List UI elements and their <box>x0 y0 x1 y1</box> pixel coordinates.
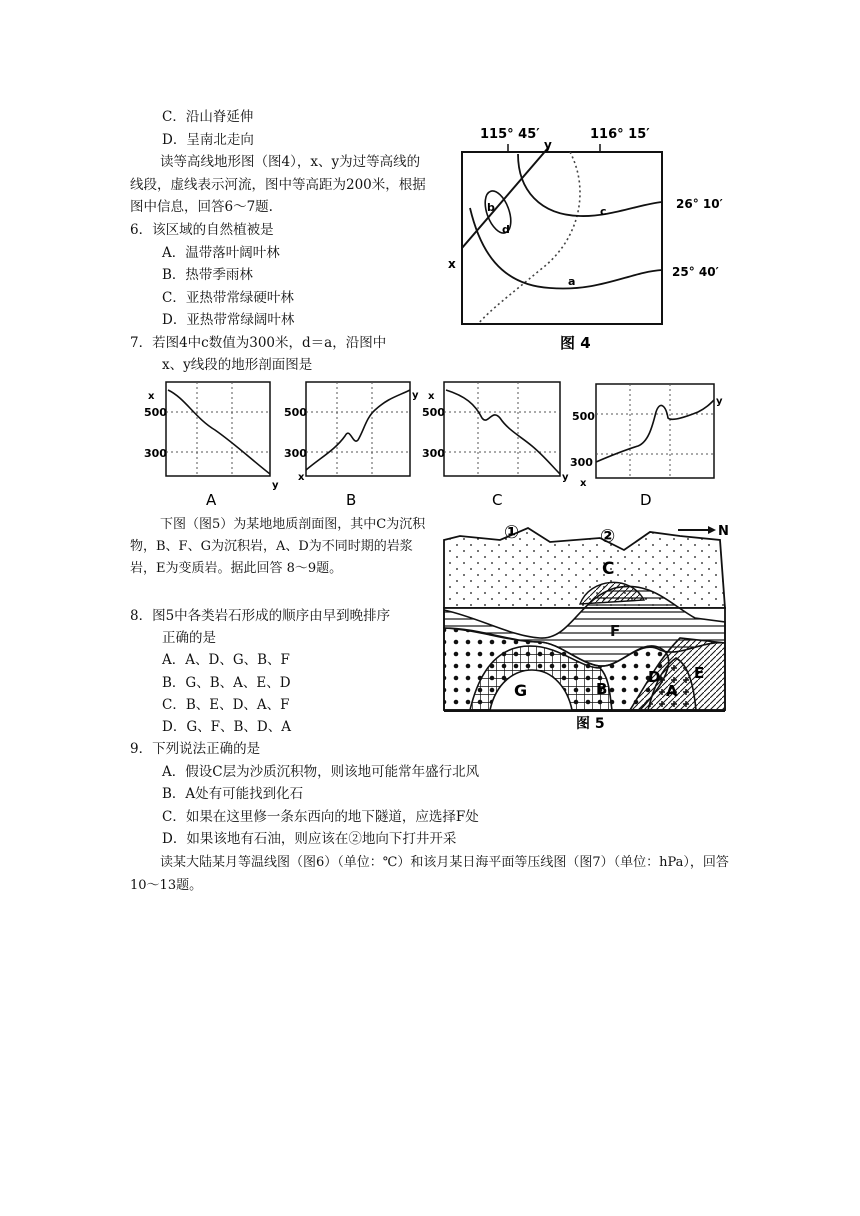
svg-text:300: 300 <box>570 456 593 469</box>
svg-text:x: x <box>580 478 587 489</box>
q8-stem-1: 8．图5中各类岩石形成的顺序由早到晚排序 <box>130 608 391 624</box>
svg-text:y: y <box>716 396 723 407</box>
fig4-closed-contour <box>480 188 516 237</box>
fig4-b: b <box>487 201 495 214</box>
q6-option-d: D．亚热带常绿阔叶林 <box>162 312 295 328</box>
profile-options <box>140 378 730 513</box>
fig4-lon1: 115° 45′ <box>480 127 540 142</box>
q8-option-b: B．G、B、A、E、D <box>162 675 291 691</box>
svg-text:300: 300 <box>144 447 167 460</box>
svg-text:C: C <box>492 491 503 509</box>
fig5-n: N <box>718 524 729 539</box>
fig4-lat2: 25° 40′ <box>672 265 719 279</box>
fig5-site-1: ① <box>504 522 520 543</box>
q9-option-a: A．假设C层为沙质沉积物，则该地可能常年盛行北风 <box>162 764 480 780</box>
fig4-lat1: 26° 10′ <box>676 197 723 211</box>
svg-text:x: x <box>148 391 155 402</box>
q8-option-c: C．B、E、D、A、F <box>162 697 290 713</box>
q8-option-d: D．G、F、B、D、A <box>162 719 291 735</box>
svg-text:500: 500 <box>284 406 307 419</box>
svg-text:B: B <box>346 491 357 509</box>
fig4-frame <box>462 152 662 324</box>
svg-text:y: y <box>412 390 419 401</box>
fig5-label-b: B <box>596 680 608 698</box>
q7-stem-1: 7．若图4中c数值为300米，d＝a，沿图中 <box>130 335 387 351</box>
q8-stem-2: 正确的是 <box>162 630 216 646</box>
q6-option-a: A．温带落叶阔叶林 <box>162 245 280 261</box>
q9-option-c: C．如果在这里修一条东西向的地下隧道，应选择F处 <box>162 809 479 825</box>
svg-text:D: D <box>640 491 652 509</box>
q9-option-d: D．如果该地有石油，则应该在②地向下打井开采 <box>162 831 457 847</box>
svg-text:500: 500 <box>144 406 167 419</box>
figure-4-contour-map <box>440 120 723 360</box>
fig5-site-2: ② <box>600 526 616 547</box>
profile-b <box>284 382 419 509</box>
fig4-c: c <box>600 205 607 218</box>
fig5-label-c: C <box>602 559 615 579</box>
fig5-label-a: A <box>666 682 678 700</box>
fig4-a: a <box>568 275 576 288</box>
svg-text:500: 500 <box>422 406 445 419</box>
profile-d <box>570 384 723 509</box>
q9-option-b: B．A处有可能找到化石 <box>162 786 304 802</box>
q5-option-d: D．呈南北走向 <box>162 132 254 148</box>
fig4-x: x <box>448 257 456 271</box>
fig4-caption: 图 4 <box>560 334 591 352</box>
svg-text:A: A <box>206 491 217 509</box>
figure-5-geological-section <box>440 518 735 730</box>
intro-fig5: 下图（图5）为某地地质剖面图，其中C为沉积物，B、F、G为沉积岩，A、D为不同时期的岩浆岩，E为变质岩。据此回答 8～9题。 <box>130 517 426 576</box>
svg-text:500: 500 <box>572 410 595 423</box>
fig5-label-e: E <box>694 664 705 682</box>
profile-c <box>422 382 569 509</box>
q6-stem: 6．该区域的自然植被是 <box>130 222 274 238</box>
fig4-lon2: 116° 15′ <box>590 127 650 142</box>
q5-option-c: C．沿山脊延伸 <box>162 109 254 125</box>
fig4-d: d <box>502 223 510 236</box>
intro-fig4: 读等高线地形图（图4），x、y为过等高线的线段，虚线表示河流，图中等高距为200米，根据图中信息，回答6～7题. <box>130 154 426 215</box>
svg-text:300: 300 <box>284 447 307 460</box>
profile-a <box>144 382 279 509</box>
q9-stem: 9．下列说法正确的是 <box>130 741 261 757</box>
q6-option-b: B．热带季雨林 <box>162 267 253 283</box>
intro-fig6-7: 读某大陆某月等温线图（图6）（单位：℃）和该月某日海平面等压线图（图7）（单位：hPa），回答10～13题。 <box>130 855 729 893</box>
svg-text:300: 300 <box>422 447 445 460</box>
fig5-label-d: D <box>648 668 661 686</box>
q6-option-c: C．亚热带常绿硬叶林 <box>162 290 294 306</box>
q8-option-a: A．A、D、G、B、F <box>162 652 290 668</box>
fig4-y: y <box>544 138 552 152</box>
fig4-river <box>478 152 580 324</box>
fig5-label-f: F <box>610 622 621 640</box>
fig4-contour-a <box>470 208 662 289</box>
svg-text:x: x <box>428 391 435 402</box>
fig4-contour-c <box>518 154 662 216</box>
fig5-caption: 图 5 <box>576 716 605 732</box>
svg-text:y: y <box>272 480 279 491</box>
fig5-label-g: G <box>514 681 528 700</box>
q7-stem-2: x、y线段的地形剖面图是 <box>162 357 313 373</box>
svg-text:x: x <box>298 472 305 483</box>
svg-text:y: y <box>562 472 569 483</box>
